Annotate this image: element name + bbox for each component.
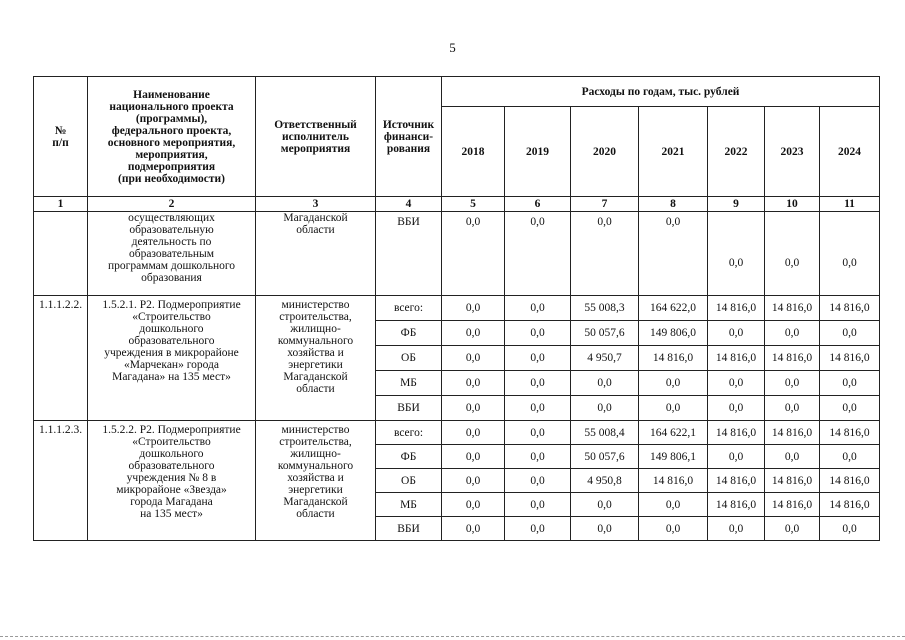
value-cell: 164 622,1 <box>639 421 708 445</box>
continuation-row <box>34 212 880 296</box>
value-cell: 14 816,0 <box>765 346 820 371</box>
value-cell: 0,0 <box>571 517 639 541</box>
source-cell: ВБИ <box>376 396 442 421</box>
value-cell: 14 816,0 <box>639 346 708 371</box>
header-year: 2022 <box>708 107 765 197</box>
page-edge-divider <box>0 636 905 638</box>
measure-name: 1.5.2.2. Р2. Подмероприятие «Строительство дошкольного образовательного учреждения № 8 в микрорайоне «Звезда» города Магадана на 135 мест» <box>88 421 256 541</box>
value-cell: 0,0 <box>765 517 820 541</box>
header-source: Источник финанси- рования <box>376 77 442 197</box>
row-number: 1.1.1.2.3. <box>34 421 88 541</box>
value-cell: 0,0 <box>505 396 571 421</box>
value-cell: 55 008,4 <box>571 421 639 445</box>
source-cell: ОБ <box>376 346 442 371</box>
value-cell: 0,0 <box>442 296 505 321</box>
value-cell: 0,0 <box>505 421 571 445</box>
value-cell: 0,0 <box>505 212 571 296</box>
page-number: 5 <box>449 40 456 55</box>
value-cell: 0,0 <box>708 445 765 469</box>
value-cell: 0,0 <box>505 296 571 321</box>
header-year: 2020 <box>571 107 639 197</box>
value-cell: 14 816,0 <box>708 296 765 321</box>
value-cell: 0,0 <box>442 371 505 396</box>
value-cell: 0,0 <box>639 396 708 421</box>
value-cell: 14 816,0 <box>820 296 880 321</box>
value-cell: 14 816,0 <box>820 421 880 445</box>
value-cell: 0,0 <box>505 371 571 396</box>
column-number: 7 <box>571 197 639 212</box>
value-cell: 0,0 <box>820 396 880 421</box>
column-number: 10 <box>765 197 820 212</box>
value-cell: 0,0 <box>442 212 505 296</box>
column-number: 1 <box>34 197 88 212</box>
value-cell: 50 057,6 <box>571 445 639 469</box>
value-cell: 0,0 <box>639 371 708 396</box>
header-year: 2018 <box>442 107 505 197</box>
continuation-executor: Магаданской области <box>256 212 376 296</box>
value-cell: 149 806,0 <box>639 321 708 346</box>
value-cell: 4 950,8 <box>571 469 639 493</box>
table-row <box>34 296 880 321</box>
source-cell: ОБ <box>376 469 442 493</box>
source-cell: ВБИ <box>376 517 442 541</box>
value-cell: 0,0 <box>820 445 880 469</box>
value-cell: 14 816,0 <box>708 493 765 517</box>
value-cell: 14 816,0 <box>820 469 880 493</box>
value-cell: 0,0 <box>505 346 571 371</box>
value-cell: 149 806,1 <box>639 445 708 469</box>
value-cell: 0,0 <box>639 212 708 296</box>
value-cell: 0,0 <box>820 212 880 296</box>
value-cell: 0,0 <box>765 445 820 469</box>
value-cell: 14 816,0 <box>708 421 765 445</box>
source-cell: МБ <box>376 371 442 396</box>
expenses-table <box>33 76 880 541</box>
column-number: 2 <box>88 197 256 212</box>
column-numbers-row <box>34 197 880 212</box>
value-cell: 0,0 <box>442 346 505 371</box>
value-cell: 14 816,0 <box>639 469 708 493</box>
value-cell: 164 622,0 <box>639 296 708 321</box>
value-cell: 0,0 <box>708 321 765 346</box>
value-cell: 0,0 <box>765 371 820 396</box>
column-number: 9 <box>708 197 765 212</box>
value-cell: 0,0 <box>708 371 765 396</box>
value-cell: 0,0 <box>505 517 571 541</box>
continuation-name: осуществляющих образовательную деятельность по образовательным программам дошкольного образования <box>88 212 256 296</box>
value-cell: 14 816,0 <box>708 469 765 493</box>
source-cell: всего: <box>376 296 442 321</box>
value-cell: 14 816,0 <box>820 493 880 517</box>
value-cell: 0,0 <box>765 212 820 296</box>
value-cell: 14 816,0 <box>765 469 820 493</box>
value-cell: 0,0 <box>571 396 639 421</box>
header-year: 2024 <box>820 107 880 197</box>
source-cell: всего: <box>376 421 442 445</box>
value-cell: 0,0 <box>571 371 639 396</box>
value-cell: 4 950,7 <box>571 346 639 371</box>
source-cell: ФБ <box>376 321 442 346</box>
value-cell: 55 008,3 <box>571 296 639 321</box>
continuation-source: ВБИ <box>376 212 442 296</box>
value-cell: 0,0 <box>639 493 708 517</box>
column-number: 11 <box>820 197 880 212</box>
column-number: 6 <box>505 197 571 212</box>
column-number: 8 <box>639 197 708 212</box>
value-cell: 0,0 <box>765 396 820 421</box>
header-executor: Ответственный исполнитель мероприятия <box>256 77 376 197</box>
value-cell: 0,0 <box>442 445 505 469</box>
value-cell: 0,0 <box>708 212 765 296</box>
executor-name: министерство строительства, жилищно- коммунального хозяйства и энергетики Магаданской области <box>256 296 376 421</box>
measure-name: 1.5.2.1. Р2. Подмероприятие «Строительство дошкольного образовательного учреждения в микрорайоне «Марчекан» города Магадана» на 135 мест» <box>88 296 256 421</box>
value-cell: 0,0 <box>505 445 571 469</box>
value-cell: 0,0 <box>639 517 708 541</box>
value-cell: 0,0 <box>765 321 820 346</box>
header-name: Наименование национального проекта (программы), федерального проекта, основного мероприятия, мероприятия, подмероприятия (при необходимости) <box>88 77 256 197</box>
value-cell: 0,0 <box>708 517 765 541</box>
column-number: 3 <box>256 197 376 212</box>
value-cell: 14 816,0 <box>765 493 820 517</box>
value-cell: 0,0 <box>820 321 880 346</box>
column-number: 4 <box>376 197 442 212</box>
table-row <box>34 421 880 445</box>
value-cell: 50 057,6 <box>571 321 639 346</box>
header-year: 2023 <box>765 107 820 197</box>
value-cell: 0,0 <box>442 517 505 541</box>
header-year: 2019 <box>505 107 571 197</box>
value-cell: 0,0 <box>442 493 505 517</box>
source-cell: МБ <box>376 493 442 517</box>
value-cell: 0,0 <box>505 493 571 517</box>
value-cell: 0,0 <box>442 421 505 445</box>
header-year: 2021 <box>639 107 708 197</box>
value-cell: 14 816,0 <box>765 296 820 321</box>
value-cell: 0,0 <box>571 493 639 517</box>
value-cell: 14 816,0 <box>708 346 765 371</box>
source-cell: ФБ <box>376 445 442 469</box>
value-cell: 14 816,0 <box>765 421 820 445</box>
value-cell: 0,0 <box>442 396 505 421</box>
value-cell: 0,0 <box>505 469 571 493</box>
value-cell: 0,0 <box>505 321 571 346</box>
value-cell: 0,0 <box>708 396 765 421</box>
value-cell: 0,0 <box>820 517 880 541</box>
value-cell: 0,0 <box>820 371 880 396</box>
value-cell: 0,0 <box>442 469 505 493</box>
executor-name: министерство строительства, жилищно- коммунального хозяйства и энергетики Магаданской области <box>256 421 376 541</box>
value-cell: 14 816,0 <box>820 346 880 371</box>
header-expenses: Расходы по годам, тыс. рублей <box>442 77 880 107</box>
value-cell: 0,0 <box>442 321 505 346</box>
header-num: № п/п <box>34 77 88 197</box>
column-number: 5 <box>442 197 505 212</box>
value-cell: 0,0 <box>571 212 639 296</box>
row-number: 1.1.1.2.2. <box>34 296 88 421</box>
